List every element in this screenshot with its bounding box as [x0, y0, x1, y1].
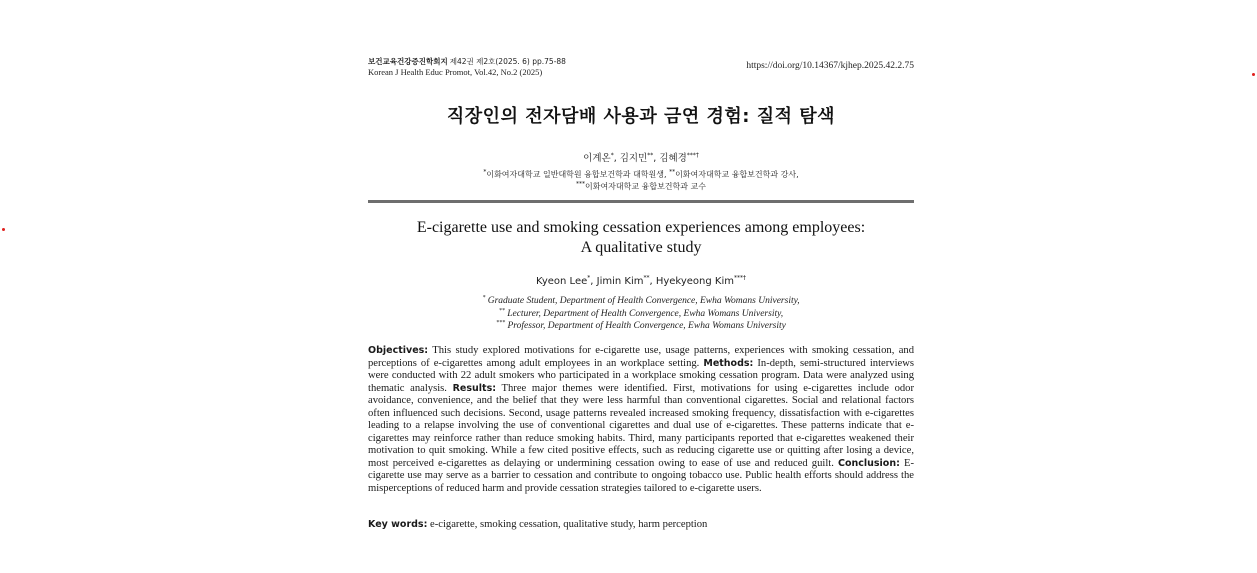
author-name: Kyeon Lee	[536, 276, 588, 287]
doi-link[interactable]: https://doi.org/10.14367/kjhep.2025.42.2.75	[746, 61, 914, 71]
title-english	[368, 218, 914, 258]
affiliations-english	[368, 295, 914, 333]
marker-dot-left	[2, 228, 5, 231]
affiliation-line	[368, 181, 914, 193]
affiliation-mark: *	[482, 294, 486, 301]
author-mark: *	[587, 274, 591, 282]
author-name: Jimin Kim	[596, 276, 644, 287]
marker-dot-right	[1252, 73, 1255, 76]
author-separator: ,	[590, 276, 597, 287]
affiliation-text: Graduate Student, Department of Health Convergence, Ewha Womans University,	[487, 296, 800, 306]
author-separator: ,	[653, 153, 660, 164]
journal-title-ko: 보건교육건강증진학회지	[368, 57, 448, 66]
affiliation-text: 이화여자대학교 융합보건학과 교수	[584, 182, 706, 191]
authors-korean	[368, 150, 914, 164]
section-divider	[368, 200, 914, 203]
affiliations-korean	[368, 169, 914, 193]
affiliation-line	[368, 169, 914, 181]
abstract-label-conclusion: Conclusion:	[837, 457, 900, 469]
author-mark: ***†	[686, 151, 699, 159]
affiliation-mark: ***	[575, 180, 585, 188]
affiliation-line	[368, 308, 914, 321]
affiliation-text: Lecturer, Department of Health Convergence, Ewha Womans University,	[507, 308, 784, 319]
author-separator: ,	[613, 153, 620, 164]
author-name: 김지민	[619, 153, 648, 164]
abstract-label-methods: Methods:	[703, 357, 754, 369]
author-mark: *	[610, 151, 614, 159]
affiliation-text: 이화여자대학교 융합보건학과 강사,	[675, 170, 799, 179]
journal-volume-ko: 제42권 제2호(2025. 6) pp.75-88	[449, 57, 566, 66]
title-korean: 직장인의 전자담배 사용과 금연 경험: 질적 탐색	[446, 106, 836, 127]
abstract-text-results: Three major themes were identified. First, motivations for using e-cigarettes include odor avoidance, convenience, and the belief that they were less harmful than conventional cigarettes. Social and relational factors often influenced such decisions. Second, usage patterns revealed increased smoking frequency, dissatisfaction with e-cigarettes leading to a relapse involving the use of conventional cigarettes and dual use of e-cigarettes. These patterns indicate that e-cigarettes may reinforce rather than reduce smoking habits. Third, many participants reported that e-cigarettes weakened their motivation to quit smoking. While a few cited positive effects, such as reducing cigarette use or quitting after losing a device, most perceived e-cigarettes as delaying or undermining cessation owing to ease of use and reduced guilt.	[368, 382, 914, 469]
author-mark: ***†	[733, 274, 746, 282]
keywords-text: e-cigarette, smoking cessation, qualitative study, harm perception	[427, 519, 708, 530]
abstract-label-objectives: Objectives:	[368, 345, 429, 356]
affiliation-mark: ***	[496, 319, 506, 326]
journal-header	[368, 56, 566, 78]
affiliation-line	[368, 295, 914, 308]
affiliation-text: Professor, Department of Health Convergence, Ewha Womans University	[507, 321, 786, 331]
affiliation-mark: **	[498, 307, 505, 314]
author-mark: **	[643, 274, 650, 282]
title-english-line: A qualitative study	[580, 239, 702, 256]
author-name: 이계온	[583, 153, 611, 164]
abstract-text-conclusion: E-cigarette use may serve as a barrier to cessation and contribute to ongoing tobacco use. Public health efforts should address the misperceptions of reduced harm and provide cessation strategies tailored to e-cigarette users.	[368, 457, 914, 494]
author-separator: ,	[649, 276, 656, 287]
abstract-text-methods: In-depth, semi-structured interviews were conducted with 22 adult smokers who participated in a workplace smoking cessation program. Data were analyzed using thematic analysis.	[368, 357, 914, 394]
author-mark: **	[647, 151, 654, 159]
author-name: Hyekyeong Kim	[655, 276, 734, 287]
affiliation-text: 이화여자대학교 일반대학원 융합보건학과 대학원생,	[486, 170, 670, 179]
author-name: 김혜경	[659, 153, 687, 164]
authors-english	[368, 276, 914, 287]
abstract	[368, 345, 914, 495]
affiliation-line	[368, 320, 914, 333]
abstract-label-results: Results:	[452, 382, 497, 394]
keywords-label: Key words:	[368, 519, 428, 530]
affiliation-mark: **	[669, 168, 676, 176]
journal-title-en: Korean J Health Educ Promot, Vol.42, No.2 (2025)	[368, 67, 543, 77]
keywords	[368, 519, 914, 530]
abstract-text-objectives: This study explored motivations for e-cigarette use, usage patterns, experiences with smoking cessation, and perceptions of e-cigarettes among adult employees in an workplace setting.	[368, 345, 914, 369]
title-english-line: E-cigarette use and smoking cessation experiences among employees:	[416, 219, 866, 236]
affiliation-mark: *	[483, 168, 487, 176]
